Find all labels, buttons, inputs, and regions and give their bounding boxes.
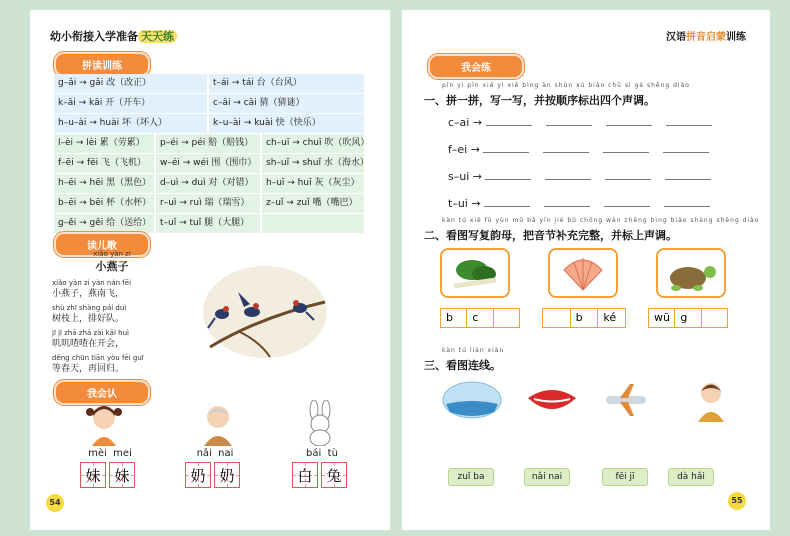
grid-cell: h–u–ài → huài 坏（坏人） (54, 114, 207, 133)
answer-blank[interactable] (543, 141, 589, 153)
q2-fill-box (542, 308, 626, 328)
answer-slot[interactable] (543, 309, 571, 327)
answer-blank[interactable] (483, 141, 529, 153)
q1-prompt: c–ai → (448, 116, 483, 129)
answer-blank[interactable] (486, 114, 532, 126)
pinyin-tag[interactable]: zuǐ ba (448, 468, 494, 486)
q1-row (448, 168, 725, 183)
q1-row (448, 114, 726, 129)
q3-pinyin: kàn tú lián xiàn (442, 347, 505, 354)
right-page (402, 10, 770, 530)
q1-prompt: s–ui → (448, 170, 482, 183)
pinyin-tag[interactable]: nǎi nai (524, 468, 570, 486)
turtle-picture (656, 248, 726, 298)
grid-cell: z–uǐ → zuǐ 嘴（嘴巴） (262, 194, 364, 213)
word-meimei (80, 448, 140, 488)
rabbit-illustration (300, 400, 340, 446)
syllable-initial: wū (649, 309, 675, 327)
answer-slot[interactable] (702, 309, 727, 327)
answer-blank[interactable] (666, 114, 712, 126)
word-nainai (185, 448, 245, 488)
grid-cell: f–ēi → fēi 飞（飞机） (54, 154, 154, 173)
tianzige-cell: 妹 (109, 462, 135, 488)
grid-cell: r–uì → ruì 瑞（瑞雪） (156, 194, 260, 213)
answer-blank[interactable] (545, 168, 591, 180)
section-label-nursery-rhyme: 读儿歌 (54, 232, 150, 257)
grid-cell: h–ēi → hēi 黑（黑色） (54, 174, 154, 193)
answer-slot[interactable] (494, 309, 519, 327)
answer-blank[interactable] (664, 195, 710, 207)
answer-blank[interactable] (604, 195, 650, 207)
answer-blank[interactable] (603, 141, 649, 153)
poem-line-pinyin: děng chūn tiān yòu fēi guī (52, 354, 144, 362)
tianzige-cell: 兔 (321, 462, 347, 488)
poem-line: 叽叽喳喳在开会， (52, 339, 125, 349)
poem-line-pinyin: jī jī zhā zhā zài kāi huì (52, 329, 129, 337)
swallows-illustration (200, 262, 330, 362)
poem-line: 小燕子，燕南飞， (52, 289, 125, 299)
answer-blank[interactable] (605, 168, 651, 180)
book-title-main: 幼小衔接入学准备 (50, 30, 138, 43)
page-number: 54 (46, 494, 64, 512)
syllable-initial: b (571, 309, 599, 327)
answer-blank[interactable] (544, 195, 590, 207)
tianzige-cell: 妹 (80, 462, 106, 488)
vegetable-picture (440, 248, 510, 298)
q1-prompt: f–ei → (448, 143, 480, 156)
q1-row (448, 195, 724, 210)
poem-title: 小燕子 (95, 260, 129, 273)
mouth-icon[interactable] (526, 386, 578, 416)
answer-blank[interactable] (663, 141, 709, 153)
grid-cell: b–ēi → bēi 杯（水杯） (54, 194, 154, 213)
turtle-icon (658, 250, 724, 296)
grid-cell (262, 214, 364, 233)
word-pinyin: nai (218, 448, 234, 459)
grid-cell: k–u–ài → kuài 快（快乐） (209, 114, 364, 133)
poem-title-pinyin: xiǎo yàn zi (93, 250, 131, 258)
airplane-icon[interactable] (602, 382, 652, 418)
word-pinyin: nǎi (196, 448, 212, 459)
pinyin-tag[interactable]: fēi jī (602, 468, 648, 486)
poem-line: 树枝上，排好队。 (52, 314, 125, 324)
bok-choy-icon (442, 250, 508, 296)
left-page (30, 10, 390, 530)
page-number: 55 (728, 492, 746, 510)
girl-illustration (84, 402, 124, 446)
grid-cell: t–ái → tái 台（台风） (209, 74, 364, 93)
header-part: 拼音启蒙 (686, 32, 726, 43)
grid-cell: g–ěi → gěi 给（送给） (54, 214, 154, 233)
word-pinyin: mèi (88, 448, 107, 459)
shell-icon (550, 250, 616, 296)
q1-title: 一、拼一拼，写一写，并按顺序标出四个声调。 (424, 94, 655, 107)
q2-fill-box (648, 308, 728, 328)
grid-cell: c–āi → cāi 猜（猜谜） (209, 94, 364, 113)
section-label-practice: 我会练 (428, 54, 524, 79)
word-pinyin: bái (306, 448, 322, 459)
tianzige-cell: 白 (292, 462, 318, 488)
answer-blank[interactable] (665, 168, 711, 180)
q3-title: 三、看图连线。 (424, 359, 501, 372)
word-pinyin: mei (113, 448, 132, 459)
page-header (666, 28, 746, 43)
syllable-part: ké (603, 311, 617, 324)
answer-blank[interactable] (546, 114, 592, 126)
header-part: 训练 (726, 32, 746, 43)
grid-cell: k–āi → kāi 开（开车） (54, 94, 207, 113)
answer-blank[interactable] (606, 114, 652, 126)
tianzige-cell: 奶 (214, 462, 240, 488)
poem-body (52, 278, 182, 375)
q2-title: 二、看图写复韵母，把音节补充完整，并标上声调。 (424, 229, 677, 242)
q1-prompt: t–ui → (448, 197, 481, 210)
syllable-part: c (467, 309, 493, 327)
pinyin-grid-green (54, 134, 370, 234)
grid-cell: t–uǐ → tuǐ 腿（大腿） (156, 214, 260, 233)
book-title (50, 28, 177, 44)
syllable-part: g (675, 309, 701, 327)
book-title-highlight: 天天练 (138, 30, 177, 43)
q2-fill-box (440, 308, 520, 328)
grid-cell: l–èi → lèi 累（劳累） (54, 134, 154, 153)
grid-cell: ch–uī → chuī 吹（吹风） (262, 134, 364, 153)
header-part: 汉语 (666, 32, 686, 43)
grid-cell: sh–uǐ → shuǐ 水（海水） (262, 154, 364, 173)
word-pinyin: tù (327, 448, 338, 459)
section-label-recognize: 我会认 (54, 380, 150, 405)
grid-cell: p–éi → péi 赔（赔钱） (156, 134, 260, 153)
grid-cell: h–uī → huī 灰（灰尘） (262, 174, 364, 193)
pinyin-grid-blue (54, 74, 364, 131)
q2-pinyin: kàn tú xiě fù yùn mǔ bǎ yīn jié bǔ chōng wán zhěng bìng biāo shàng shēng diào (442, 217, 760, 224)
section-label-pindu: 拼读训练 (54, 52, 150, 77)
answer-blank[interactable] (485, 168, 531, 180)
q1-row (448, 141, 723, 156)
poem-line: 等春天，再回归。 (52, 364, 125, 374)
poem-title-block (82, 250, 142, 274)
shell-picture (548, 248, 618, 298)
syllable-initial: b (441, 309, 467, 327)
poem-line-pinyin: xiǎo yàn zi yàn nán fēi (52, 279, 132, 287)
answer-blank[interactable] (484, 195, 530, 207)
q1-pinyin: pīn yì pīn xiě yì xiě bìng àn shùn xù biāo chū sì gè shēng diào (442, 82, 690, 89)
grid-cell: g–ǎi → gǎi 改（改正） (54, 74, 207, 93)
tianzige-cell: 奶 (185, 462, 211, 488)
pinyin-tag[interactable]: dà hǎi (668, 468, 714, 486)
grid-cell: w–éi → wéi 围（围巾） (156, 154, 260, 173)
sea-icon[interactable] (442, 380, 502, 420)
grandma-icon[interactable] (694, 380, 728, 422)
grid-cell: d–uì → duì 对（对错） (156, 174, 260, 193)
word-baitu (292, 448, 352, 488)
poem-line-pinyin: shù zhī shàng pái duì (52, 304, 127, 312)
grandma-illustration (198, 402, 238, 446)
